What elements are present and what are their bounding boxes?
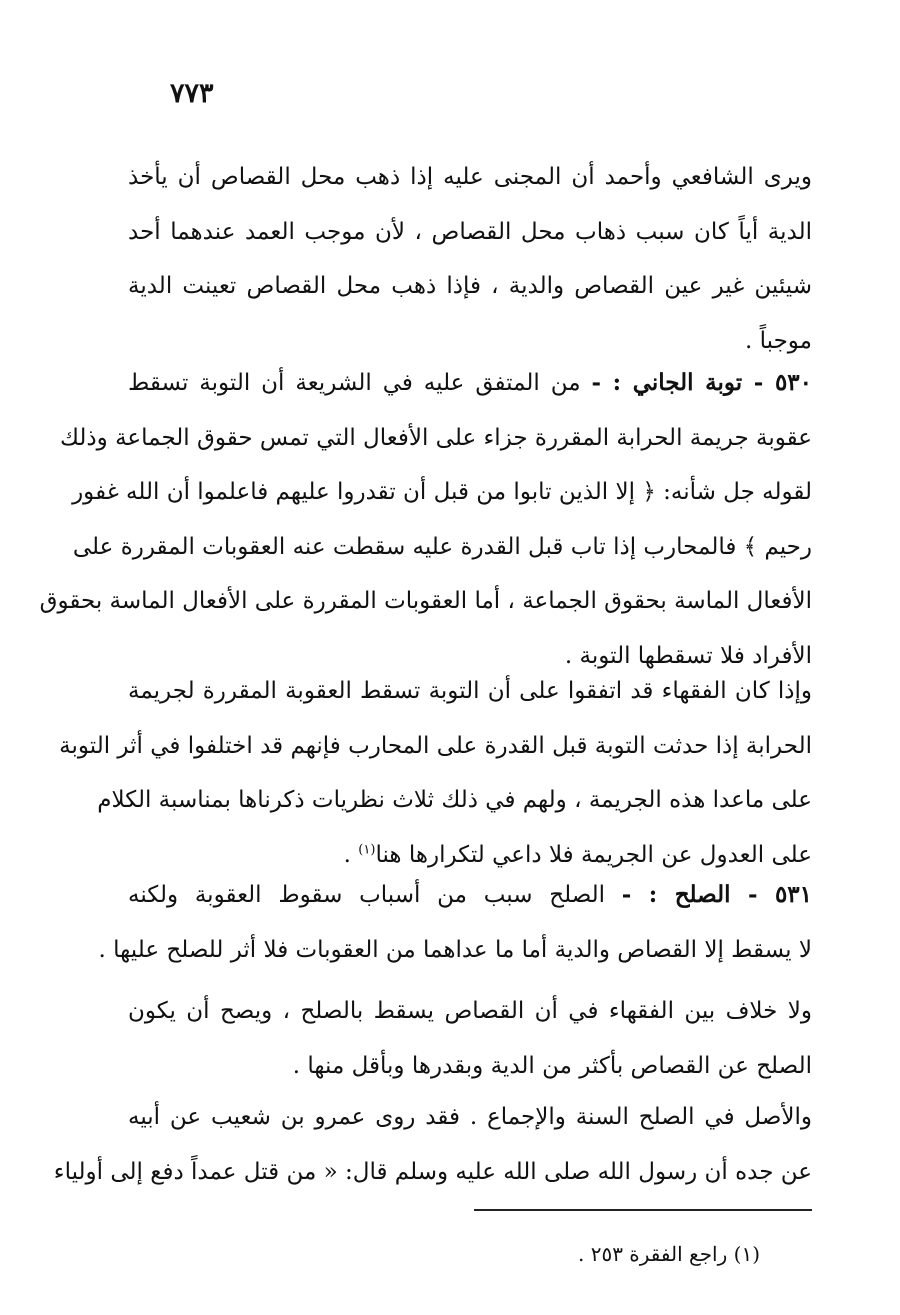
text-line: ولا خلاف بين الفقهاء في أن القصاص يسقط بالصلح ، ويصح أن يكون [128, 998, 812, 1024]
text-line [128, 868, 812, 923]
footnote-divider [474, 1209, 812, 1211]
text-line: رحيم ﴾ فالمحارب إذا تاب قبل القدرة عليه سقطت عنه العقوبات المقررة على [72, 533, 812, 560]
text-line: عن جده أن رسول الله صلى الله عليه وسلم قال: « من قتل عمداً دفع إلى أولياء [53, 1158, 812, 1185]
text-line: ويرى الشافعي وأحمد أن المجنى عليه إذا ذهب محل القصاص أن يأخذ [128, 164, 812, 190]
paragraph-530 [39, 356, 812, 683]
page-number: ٧٧٣ [170, 78, 214, 109]
text-line-body: الصلح سبب من أسباب سقوط العقوبة ولكنه [128, 882, 606, 908]
text-line: لقوله جل شأنه: ﴿ إلا الذين تابوا من قبل أن تقدروا عليهم فاعلموا أن الله غفور [72, 479, 812, 505]
text-line: الأفراد فلا تسقطها التوبة . [564, 642, 812, 669]
text-line: الحرابة إذا حدثت التوبة قبل القدرة على المحارب فإنهم قد اختلفوا في أثر التوبة [59, 732, 812, 759]
footnote-reference[interactable]: (١) [358, 841, 376, 857]
text-line-body: من المتفق عليه في الشريعة أن التوبة تسقط [128, 370, 581, 396]
text-line: لا يسقط إلا القصاص والدية أما ما عداهما من العقوبات فلا أثر للصلح عليها . [98, 936, 812, 963]
paragraph-6 [53, 1090, 812, 1199]
paragraph-5 [128, 984, 812, 1093]
paragraph-531 [98, 868, 813, 977]
section-heading-531: ٥٣١ - الصلح : - [621, 881, 813, 908]
text-line-body: على العدول عن الجريمة فلا داعي لتكرارها هنا [375, 841, 812, 868]
paragraph-1 [128, 150, 812, 368]
text-line: الصلح عن القصاص بأكثر من الدية وبقدرها وبأقل منها . [292, 1052, 812, 1079]
text-line: شيئين غير عين القصاص والدية ، فإذا ذهب محل القصاص تعينت الدية [128, 273, 812, 299]
footnote: (١) راجع الفقرة ٢٥٣ . [577, 1242, 760, 1266]
text-line: على ماعدا هذه الجريمة ، ولهم في ذلك ثلاث نظريات ذكرناها بمناسبة الكلام [97, 787, 812, 813]
text-line: والأصل في الصلح السنة والإجماع . فقد روى عمرو بن شعيب عن أبيه [128, 1104, 812, 1130]
text-line-end: . [343, 841, 359, 868]
text-line: موجباً . [745, 327, 812, 354]
text-line: وإذا كان الفقهاء قد اتفقوا على أن التوبة تسقط العقوبة المقررة لجريمة [128, 678, 812, 704]
text-line: الأفعال الماسة بحقوق الجماعة ، أما العقوبات المقررة على الأفعال الماسة بحقوق [39, 588, 812, 614]
section-heading-530: ٥٣٠ - توبة الجاني : - [591, 369, 812, 396]
text-line: الدية أياً كان سبب ذهاب محل القصاص ، لأن موجب العمد عندهما أحد [128, 218, 812, 245]
paragraph-3 [59, 664, 812, 882]
text-line [128, 356, 812, 411]
text-line: عقوبة جريمة الحرابة المقررة جزاء على الأفعال التي تمس حقوق الجماعة وذلك [60, 424, 812, 451]
